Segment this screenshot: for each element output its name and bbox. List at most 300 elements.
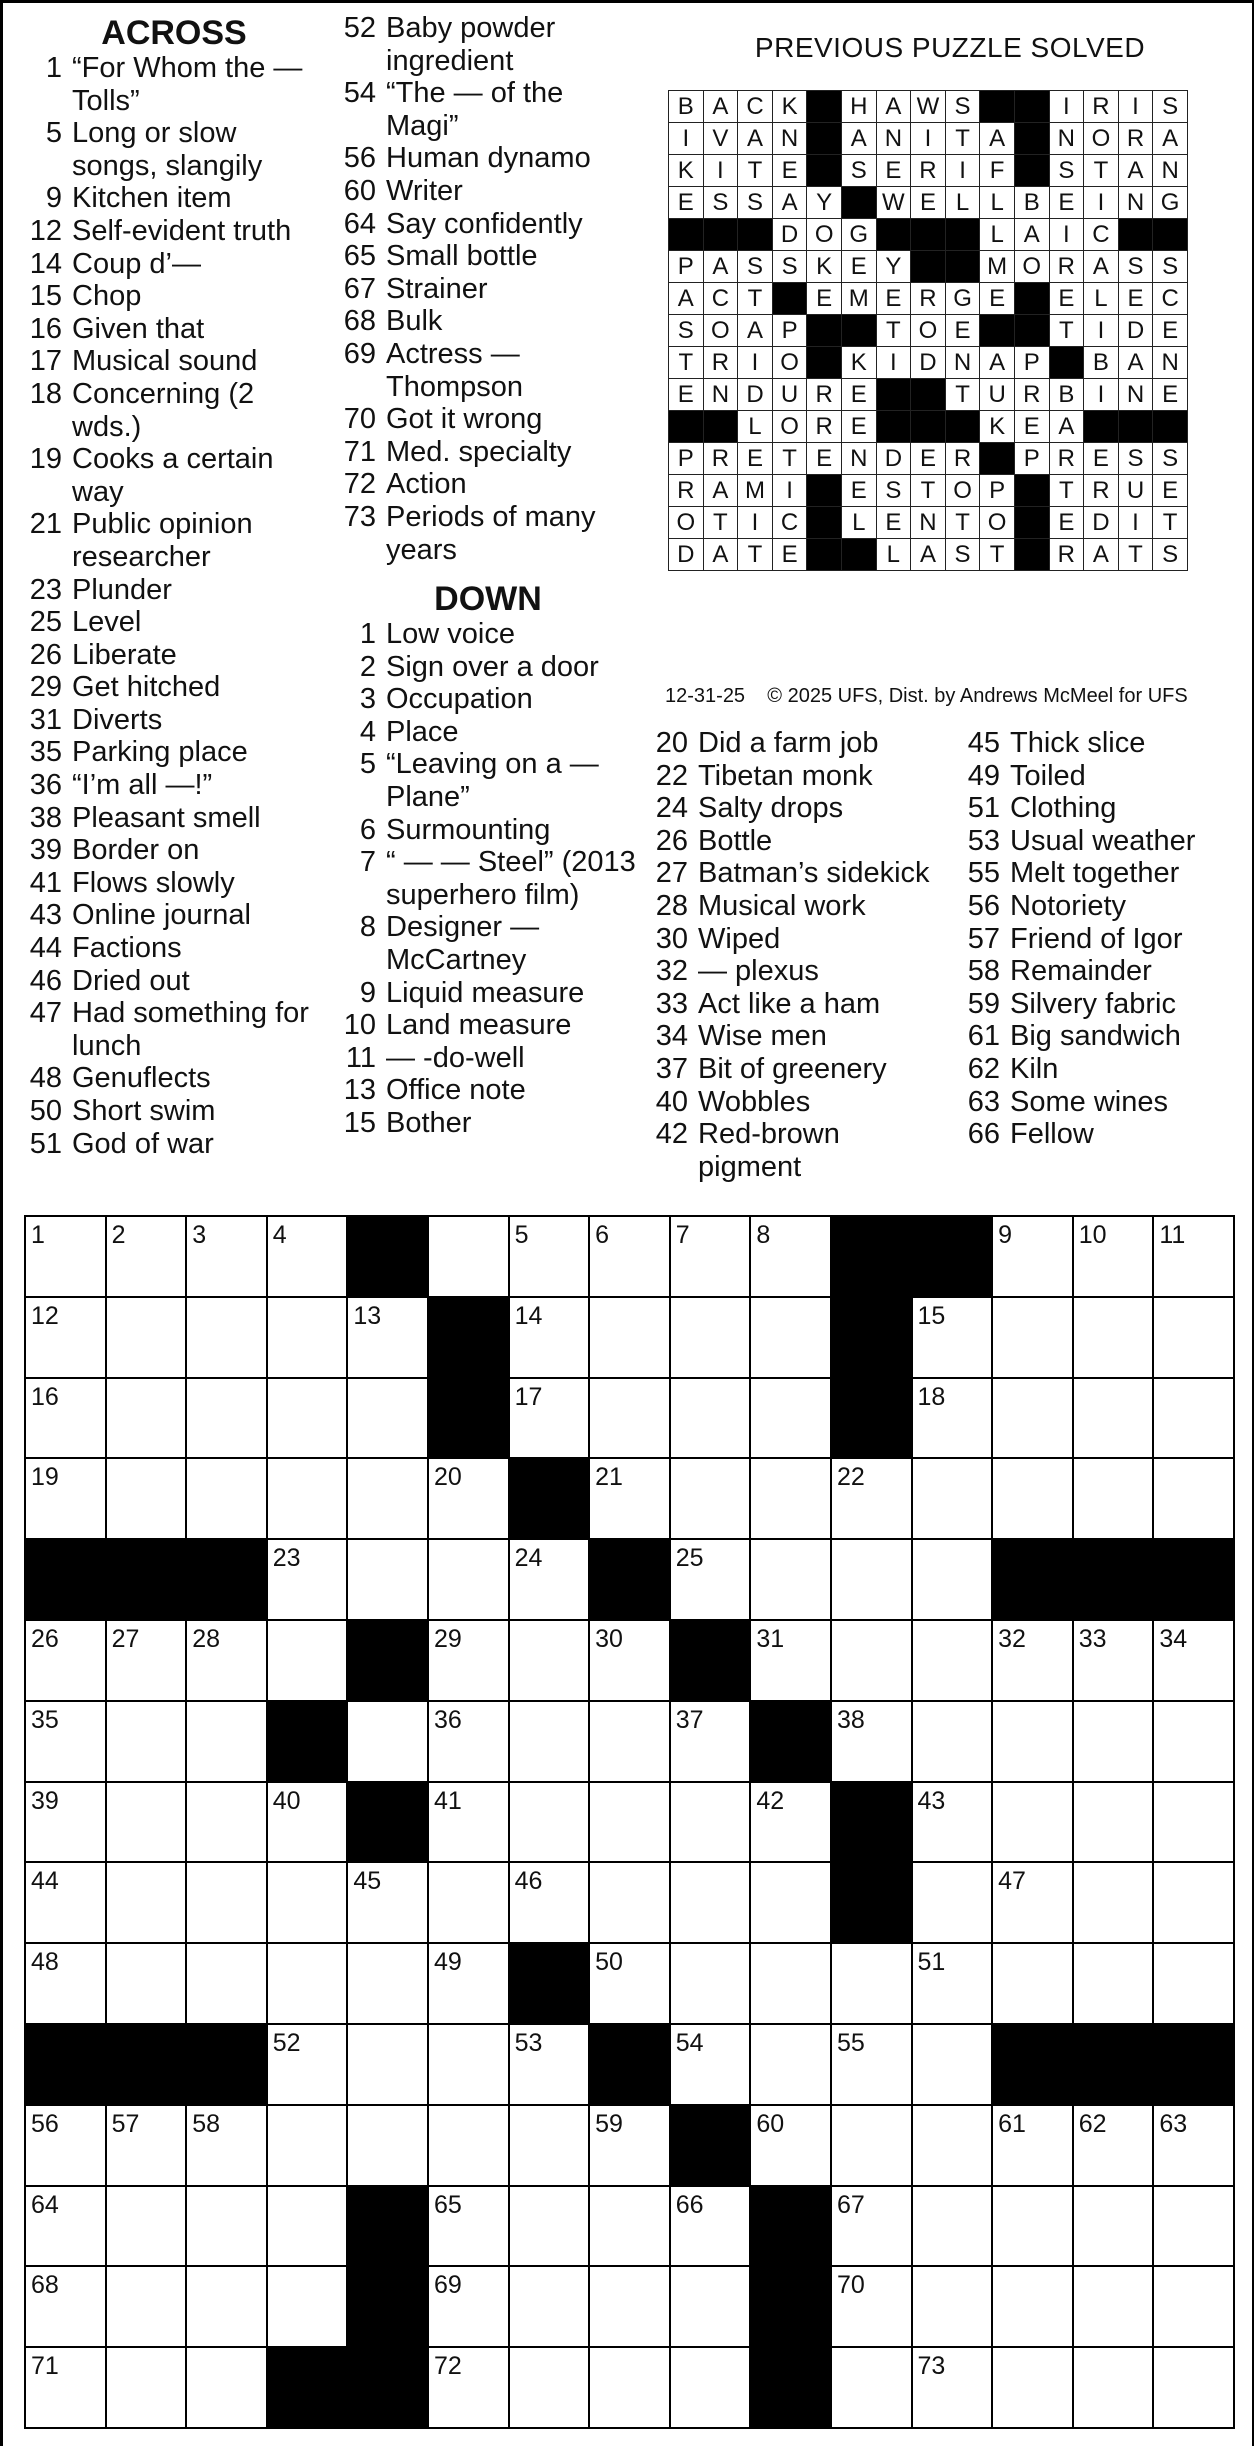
grid-cell[interactable] <box>25 2266 106 2347</box>
grid-cell[interactable] <box>267 1539 348 1620</box>
clue-number: 8 <box>359 911 376 944</box>
grid-cell[interactable] <box>186 1943 267 2024</box>
grid-cell[interactable] <box>267 1782 348 1863</box>
clue-item <box>962 760 1252 793</box>
previous-black-cell <box>669 411 704 443</box>
grid-cell[interactable] <box>267 2186 348 2267</box>
clue-number: 12 <box>29 214 62 247</box>
grid-cell[interactable] <box>347 1458 428 1539</box>
grid-cell[interactable] <box>509 2024 590 2105</box>
previous-black-cell <box>980 91 1015 123</box>
grid-cell[interactable] <box>1073 1297 1154 1378</box>
grid-cell[interactable] <box>347 1943 428 2024</box>
clue-item <box>338 977 638 1010</box>
grid-cell[interactable] <box>1073 2186 1154 2267</box>
previous-letter-cell: C <box>1084 219 1119 251</box>
clue-item <box>24 997 324 1062</box>
clue-text: Med. specialty <box>386 435 572 468</box>
grid-cell[interactable] <box>1073 1378 1154 1459</box>
previous-black-cell <box>807 123 842 155</box>
grid-cell[interactable] <box>912 1378 993 1459</box>
previous-letter-cell: E <box>772 155 807 187</box>
cell-number: 73 <box>917 2352 946 2381</box>
grid-cell[interactable] <box>831 2347 912 2428</box>
clue-text: Bulk <box>386 305 443 338</box>
clue-number: 9 <box>359 976 376 1009</box>
grid-cell[interactable] <box>750 1216 831 1297</box>
grid-cell[interactable] <box>831 2024 912 2105</box>
previous-letter-cell: L <box>945 187 980 219</box>
previous-letter-cell: R <box>1049 443 1084 475</box>
grid-cell[interactable] <box>428 1620 509 1701</box>
grid-row <box>25 1862 1234 1943</box>
previous-letter-cell: I <box>703 155 738 187</box>
grid-cell[interactable] <box>1153 1620 1234 1701</box>
grid-cell[interactable] <box>831 2266 912 2347</box>
grid-cell[interactable] <box>509 2266 590 2347</box>
previous-letter-cell: G <box>841 219 876 251</box>
grid-cell[interactable] <box>186 2105 267 2186</box>
grid-cell[interactable] <box>1153 1943 1234 2024</box>
grid-cell[interactable] <box>1153 1216 1234 1297</box>
grid-cell[interactable] <box>509 1539 590 1620</box>
credit-line: 12-31-25 © 2025 UFS, Dist. by Andrews McMeel for UFS <box>665 685 1188 707</box>
grid-cell[interactable] <box>1073 1458 1154 1539</box>
grid-cell[interactable] <box>106 1216 187 1297</box>
grid-cell[interactable] <box>186 2266 267 2347</box>
clue-text: Self-evident truth <box>72 214 292 247</box>
previous-letter-cell: A <box>669 283 704 315</box>
grid-cell[interactable] <box>428 1539 509 1620</box>
grid-cell[interactable] <box>589 1216 670 1297</box>
grid-cell[interactable] <box>1153 1862 1234 1943</box>
cell-number: 40 <box>272 1786 301 1815</box>
clue-text: Chop <box>72 280 142 313</box>
grid-cell[interactable] <box>428 1862 509 1943</box>
clue-item <box>24 932 324 965</box>
across-heading: ACROSS <box>101 14 247 52</box>
grid-cell[interactable] <box>992 1862 1073 1943</box>
grid-cell[interactable] <box>670 2186 751 2267</box>
grid-cell[interactable] <box>589 1458 670 1539</box>
grid-cell[interactable] <box>670 1782 751 1863</box>
grid-cell[interactable] <box>670 1701 751 1782</box>
grid-cell[interactable] <box>25 1378 106 1459</box>
previous-letter-cell: E <box>980 283 1015 315</box>
previous-letter-cell: D <box>738 379 773 411</box>
clue-text: Office note <box>386 1074 526 1107</box>
grid-cell[interactable] <box>428 2105 509 2186</box>
grid-cell[interactable] <box>25 1782 106 1863</box>
grid-cell[interactable] <box>1073 2266 1154 2347</box>
grid-cell[interactable] <box>912 2186 993 2267</box>
grid-cell[interactable] <box>670 2266 751 2347</box>
grid-cell[interactable] <box>992 1943 1073 2024</box>
grid-cell[interactable] <box>509 2186 590 2267</box>
grid-cell[interactable] <box>1073 1620 1154 1701</box>
black-square <box>750 1701 831 1782</box>
grid-cell[interactable] <box>106 1378 187 1459</box>
grid-cell[interactable] <box>992 1458 1073 1539</box>
grid-cell[interactable] <box>1073 1862 1154 1943</box>
grid-cell[interactable] <box>106 1297 187 1378</box>
black-square <box>25 1539 106 1620</box>
clue-text: “ — — Steel” (2013 superhero film) <box>386 846 636 911</box>
grid-cell[interactable] <box>428 1782 509 1863</box>
clue-item <box>338 814 638 847</box>
previous-letter-cell: O <box>669 507 704 539</box>
black-square <box>1073 2024 1154 2105</box>
grid-cell[interactable] <box>992 1620 1073 1701</box>
grid-cell[interactable] <box>589 2347 670 2428</box>
grid-cell[interactable] <box>1073 1701 1154 1782</box>
grid-cell[interactable] <box>509 1620 590 1701</box>
grid-cell[interactable] <box>509 1378 590 1459</box>
previous-letter-cell: S <box>876 475 911 507</box>
grid-row <box>25 2266 1234 2347</box>
grid-cell[interactable] <box>106 1782 187 1863</box>
black-square <box>347 1782 428 1863</box>
grid-cell[interactable] <box>267 1620 348 1701</box>
clue-item <box>24 899 324 932</box>
cell-number: 42 <box>756 1786 785 1815</box>
grid-cell[interactable] <box>267 2105 348 2186</box>
cell-number: 47 <box>998 1867 1026 1896</box>
grid-cell[interactable] <box>347 2105 428 2186</box>
grid-cell[interactable] <box>750 1862 831 1943</box>
grid-cell[interactable] <box>25 1862 106 1943</box>
grid-cell[interactable] <box>912 2105 993 2186</box>
grid-cell[interactable] <box>1073 1216 1154 1297</box>
grid-cell[interactable] <box>347 2024 428 2105</box>
previous-letter-cell: A <box>841 123 876 155</box>
grid-cell[interactable] <box>267 1943 348 2024</box>
clue-text: “For Whom the — Tolls” <box>72 52 303 117</box>
grid-cell[interactable] <box>589 2105 670 2186</box>
grid-cell[interactable] <box>106 1458 187 1539</box>
grid-cell[interactable] <box>106 1701 187 1782</box>
grid-cell[interactable] <box>25 2105 106 2186</box>
grid-cell[interactable] <box>25 1216 106 1297</box>
previous-letter-cell: I <box>911 123 946 155</box>
grid-cell[interactable] <box>1153 2266 1234 2347</box>
cell-number: 64 <box>31 2190 59 2219</box>
grid-cell[interactable] <box>992 1701 1073 1782</box>
previous-black-cell <box>1118 219 1153 251</box>
previous-letter-cell: C <box>703 283 738 315</box>
grid-cell[interactable] <box>670 1216 751 1297</box>
previous-letter-cell: T <box>945 379 980 411</box>
grid-cell[interactable] <box>992 2347 1073 2428</box>
grid-cell[interactable] <box>106 2105 187 2186</box>
clue-item <box>338 142 638 175</box>
grid-cell[interactable] <box>509 1862 590 1943</box>
previous-letter-cell: E <box>876 507 911 539</box>
previous-letter-cell: O <box>945 475 980 507</box>
grid-cell[interactable] <box>25 1943 106 2024</box>
grid-cell[interactable] <box>992 2105 1073 2186</box>
grid-cell[interactable] <box>186 1378 267 1459</box>
previous-letter-cell: R <box>1118 123 1153 155</box>
grid-cell[interactable] <box>267 2266 348 2347</box>
grid-cell[interactable] <box>670 2347 751 2428</box>
grid-cell[interactable] <box>347 1297 428 1378</box>
grid-cell[interactable] <box>186 1297 267 1378</box>
grid-cell[interactable] <box>912 1297 993 1378</box>
grid-cell[interactable] <box>267 1862 348 1943</box>
grid-cell[interactable] <box>347 1862 428 1943</box>
grid-cell[interactable] <box>831 2105 912 2186</box>
grid-cell[interactable] <box>750 1458 831 1539</box>
grid-cell[interactable] <box>267 1378 348 1459</box>
grid-cell[interactable] <box>912 2024 993 2105</box>
clue-number: 15 <box>343 1107 376 1139</box>
grid-cell[interactable] <box>589 2186 670 2267</box>
grid-cell[interactable] <box>1153 1701 1234 1782</box>
grid-cell[interactable] <box>25 2186 106 2267</box>
clue-item <box>650 1118 950 1183</box>
grid-cell[interactable] <box>750 1297 831 1378</box>
grid-cell[interactable] <box>106 2347 187 2428</box>
grid-cell[interactable] <box>1073 2105 1154 2186</box>
previous-letter-cell: S <box>1118 251 1153 283</box>
grid-cell[interactable] <box>428 2186 509 2267</box>
grid-cell[interactable] <box>992 1782 1073 1863</box>
clue-text: “Leaving on a — Plane” <box>386 748 599 814</box>
grid-cell[interactable] <box>25 1458 106 1539</box>
previous-letter-cell: B <box>1049 379 1084 411</box>
grid-cell[interactable] <box>186 1216 267 1297</box>
grid-cell[interactable] <box>509 1216 590 1297</box>
grid-cell[interactable] <box>509 1297 590 1378</box>
cell-number: 34 <box>1159 1624 1188 1653</box>
grid-cell[interactable] <box>1153 1378 1234 1459</box>
clue-item <box>962 825 1252 858</box>
grid-cell[interactable] <box>1153 2105 1234 2186</box>
grid-cell[interactable] <box>347 1701 428 1782</box>
grid-cell[interactable] <box>750 1620 831 1701</box>
clue-number: 54 <box>343 77 376 110</box>
grid-cell[interactable] <box>267 2024 348 2105</box>
grid-cell[interactable] <box>186 2347 267 2428</box>
previous-letter-cell: A <box>1014 219 1049 251</box>
grid-cell[interactable] <box>25 1297 106 1378</box>
grid-cell[interactable] <box>750 2024 831 2105</box>
previous-black-cell <box>1014 123 1049 155</box>
clue-number: 46 <box>29 964 62 997</box>
previous-letter-cell: E <box>841 251 876 283</box>
previous-black-cell <box>703 219 738 251</box>
grid-cell[interactable] <box>912 1782 993 1863</box>
grid-cell[interactable] <box>589 1782 670 1863</box>
black-square <box>428 1378 509 1459</box>
grid-cell[interactable] <box>750 2105 831 2186</box>
grid-cell[interactable] <box>992 1297 1073 1378</box>
cell-number: 29 <box>433 1624 462 1653</box>
previous-letter-cell: A <box>738 123 773 155</box>
grid-cell[interactable] <box>1153 2186 1234 2267</box>
grid-row <box>25 2024 1234 2105</box>
grid-cell[interactable] <box>428 1701 509 1782</box>
previous-letter-cell: O <box>772 411 807 443</box>
grid-cell[interactable] <box>347 1378 428 1459</box>
grid-cell[interactable] <box>25 1701 106 1782</box>
grid-cell[interactable] <box>831 1620 912 1701</box>
clue-item <box>962 1053 1252 1086</box>
grid-cell[interactable] <box>186 1620 267 1701</box>
previous-letter-cell: T <box>669 347 704 379</box>
grid-cell[interactable] <box>589 1862 670 1943</box>
previous-black-cell <box>1014 475 1049 507</box>
grid-cell[interactable] <box>267 1297 348 1378</box>
down-clue-list <box>338 618 638 1140</box>
previous-letter-cell: D <box>1118 315 1153 347</box>
grid-cell[interactable] <box>912 1539 993 1620</box>
grid-cell[interactable] <box>589 1620 670 1701</box>
clue-text: Get hitched <box>72 671 221 704</box>
grid-cell[interactable] <box>186 1862 267 1943</box>
grid-cell[interactable] <box>347 1539 428 1620</box>
grid-cell[interactable] <box>25 2347 106 2428</box>
grid-cell[interactable] <box>589 1297 670 1378</box>
grid-cell[interactable] <box>992 1216 1073 1297</box>
grid-cell[interactable] <box>750 1378 831 1459</box>
grid-cell[interactable] <box>428 1943 509 2024</box>
grid-cell[interactable] <box>509 2105 590 2186</box>
grid-cell[interactable] <box>992 2186 1073 2267</box>
grid-cell[interactable] <box>509 2347 590 2428</box>
clue-item <box>338 403 638 436</box>
previous-letter-cell: O <box>772 347 807 379</box>
grid-cell[interactable] <box>670 2024 751 2105</box>
grid-cell[interactable] <box>106 2266 187 2347</box>
previous-letter-cell: A <box>703 475 738 507</box>
grid-cell[interactable] <box>589 1378 670 1459</box>
grid-cell[interactable] <box>589 1943 670 2024</box>
grid-cell[interactable] <box>1153 1297 1234 1378</box>
previous-letter-cell: K <box>669 155 704 187</box>
clue-number: 51 <box>967 792 1000 825</box>
grid-cell[interactable] <box>831 2186 912 2267</box>
previous-letter-cell: A <box>911 539 946 571</box>
grid-cell[interactable] <box>992 2266 1073 2347</box>
grid-cell[interactable] <box>912 2347 993 2428</box>
grid-cell[interactable] <box>912 1620 993 1701</box>
previous-letter-cell: U <box>772 379 807 411</box>
clue-number: 60 <box>343 174 376 207</box>
previous-letter-cell: R <box>703 347 738 379</box>
grid-cell[interactable] <box>912 1943 993 2024</box>
previous-black-cell <box>841 187 876 219</box>
crossword-grid[interactable] <box>24 1215 1235 2429</box>
black-square <box>428 1297 509 1378</box>
cell-number: 41 <box>433 1786 462 1815</box>
grid-row <box>25 2186 1234 2267</box>
grid-cell[interactable] <box>831 1458 912 1539</box>
clue-number: 7 <box>359 846 376 879</box>
grid-cell[interactable] <box>831 1539 912 1620</box>
grid-cell[interactable] <box>25 1620 106 1701</box>
black-square <box>347 1216 428 1297</box>
grid-cell[interactable] <box>267 1216 348 1297</box>
grid-cell[interactable] <box>106 2186 187 2267</box>
grid-cell[interactable] <box>428 2024 509 2105</box>
clue-text: God of war <box>72 1127 214 1160</box>
grid-cell[interactable] <box>912 1862 993 1943</box>
clue-text: Periods of many years <box>386 500 596 566</box>
clue-item <box>338 175 638 208</box>
previous-letter-cell: A <box>980 123 1015 155</box>
grid-cell[interactable] <box>912 1701 993 1782</box>
grid-cell[interactable] <box>912 1458 993 1539</box>
grid-cell[interactable] <box>428 2347 509 2428</box>
grid-cell[interactable] <box>186 1701 267 1782</box>
grid-cell[interactable] <box>1073 2347 1154 2428</box>
grid-cell[interactable] <box>750 1782 831 1863</box>
grid-cell[interactable] <box>589 1701 670 1782</box>
grid-cell[interactable] <box>1153 2347 1234 2428</box>
clue-item <box>24 704 324 737</box>
grid-cell[interactable] <box>750 1539 831 1620</box>
grid-cell[interactable] <box>509 1782 590 1863</box>
clue-number: 10 <box>343 1009 376 1042</box>
clue-item <box>24 345 324 378</box>
grid-cell[interactable] <box>670 1539 751 1620</box>
grid-cell[interactable] <box>670 1862 751 1943</box>
grid-cell[interactable] <box>428 2266 509 2347</box>
grid-cell[interactable] <box>186 1458 267 1539</box>
previous-black-cell <box>669 219 704 251</box>
across-clue-list <box>24 52 324 1160</box>
grid-cell[interactable] <box>1073 1782 1154 1863</box>
grid-cell[interactable] <box>106 1943 187 2024</box>
grid-cell[interactable] <box>1073 1943 1154 2024</box>
grid-cell[interactable] <box>509 1701 590 1782</box>
clue-text: Had something for lunch <box>72 997 309 1062</box>
previous-black-cell <box>1014 283 1049 315</box>
grid-cell[interactable] <box>912 2266 993 2347</box>
cell-number: 33 <box>1078 1624 1107 1653</box>
grid-cell[interactable] <box>106 1862 187 1943</box>
grid-cell[interactable] <box>831 1943 912 2024</box>
grid-cell[interactable] <box>670 1943 751 2024</box>
clue-item <box>338 1107 638 1140</box>
grid-cell[interactable] <box>670 1378 751 1459</box>
black-square <box>831 1378 912 1459</box>
grid-cell[interactable] <box>106 1620 187 1701</box>
grid-cell[interactable] <box>670 1297 751 1378</box>
grid-cell[interactable] <box>428 1458 509 1539</box>
grid-cell[interactable] <box>186 1782 267 1863</box>
black-square <box>509 1458 590 1539</box>
previous-letter-cell: A <box>876 91 911 123</box>
clue-text: Thick slice <box>1010 727 1146 759</box>
grid-cell[interactable] <box>670 1458 751 1539</box>
grid-cell[interactable] <box>428 1216 509 1297</box>
grid-cell[interactable] <box>589 2266 670 2347</box>
grid-cell[interactable] <box>750 1943 831 2024</box>
clue-text: Fellow <box>1010 1118 1094 1151</box>
grid-cell[interactable] <box>1153 1458 1234 1539</box>
grid-cell[interactable] <box>267 1458 348 1539</box>
grid-cell[interactable] <box>186 2186 267 2267</box>
grid-cell[interactable] <box>1153 1782 1234 1863</box>
clue-number: 28 <box>655 889 688 922</box>
clue-number: 23 <box>29 573 62 606</box>
grid-cell[interactable] <box>992 1378 1073 1459</box>
grid-cell[interactable] <box>831 1701 912 1782</box>
previous-black-cell <box>911 251 946 283</box>
